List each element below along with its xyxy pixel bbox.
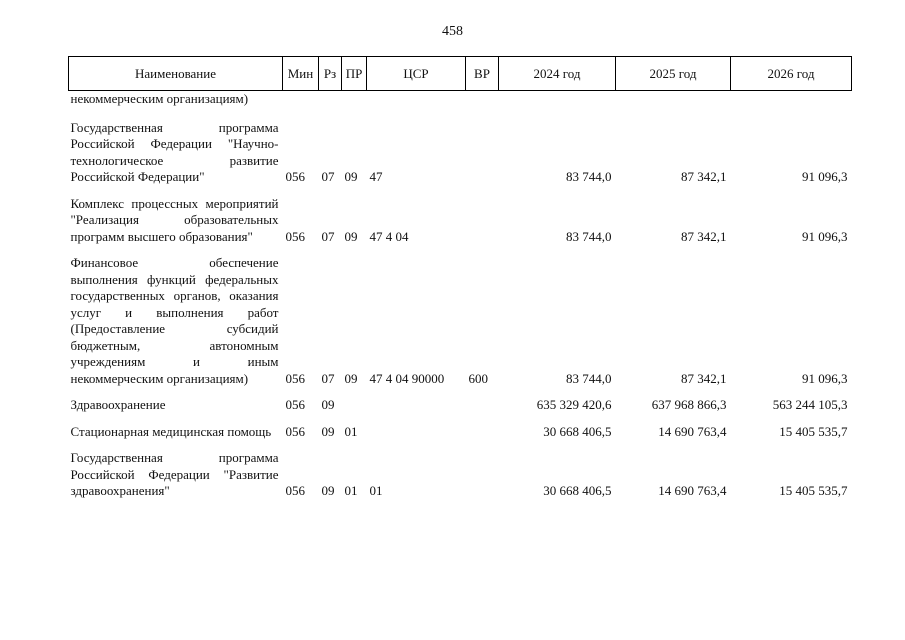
row-2024: 30 668 406,5 <box>543 423 612 439</box>
row-csr <box>367 91 466 114</box>
header-min: Мин <box>283 57 319 91</box>
page-number: 458 <box>442 24 463 39</box>
row-rz: 09 <box>321 397 335 412</box>
row-rz: 07 <box>321 370 335 386</box>
row-name: Финансовое обеспечение выполнения функций федеральных государственных органов, оказания услуг и выполнения работ (Предоставление субсидий бюджетным, автономным учреждениям и иным некоммерческим организациям) <box>70 255 279 386</box>
row-rz <box>319 91 342 114</box>
row-2024: 83 744,0 <box>566 169 612 184</box>
row-name: Здравоохранение <box>70 397 166 412</box>
row-name: некоммерческим организациям) <box>70 91 249 106</box>
row-vr <box>466 450 499 502</box>
row-pr <box>342 91 367 114</box>
header-rz: Рз <box>319 57 342 91</box>
row-vr <box>466 114 499 188</box>
row-min: 056 <box>285 169 305 184</box>
row-pr: 09 <box>344 370 358 386</box>
row-rz: 07 <box>321 169 335 184</box>
row-csr <box>367 424 466 443</box>
row-name: Комплекс процессных мероприятий "Реализация образовательных программ высшего образования" <box>70 195 279 244</box>
row-rz: 09 <box>321 483 335 498</box>
header-vr: ВР <box>466 57 499 91</box>
row-pr: 09 <box>344 169 358 184</box>
row-2024 <box>499 91 616 114</box>
header-2024: 2024 год <box>499 57 616 91</box>
row-name: Стационарная медицинская помощь <box>70 423 272 439</box>
row-min: 056 <box>285 423 305 439</box>
row-csr <box>367 397 466 416</box>
row-csr: 47 4 04 90000 <box>369 370 445 386</box>
table-row <box>69 397 852 416</box>
row-name: Государственная программа Российской Федерации "Развитие здравоохранения" <box>70 450 279 498</box>
row-2024: 83 744,0 <box>566 228 612 244</box>
table-row <box>69 114 852 188</box>
header-2025: 2025 год <box>616 57 731 91</box>
row-name: Государственная программа Российской Федерации "Научно-технологическое развитие Российской Федерации" <box>70 119 279 184</box>
row-rz: 07 <box>321 228 335 244</box>
row-2025: 14 690 763,4 <box>658 483 727 498</box>
row-vr <box>466 424 499 443</box>
table-header-row <box>69 57 852 91</box>
row-2026: 91 096,3 <box>802 370 848 386</box>
row-csr: 01 <box>369 483 383 498</box>
row-min: 056 <box>285 483 305 498</box>
header-csr: ЦСР <box>367 57 466 91</box>
row-csr: 47 <box>369 169 383 184</box>
row-2025: 87 342,1 <box>681 370 727 386</box>
row-pr <box>342 397 367 416</box>
table-row <box>69 450 852 502</box>
row-2025: 637 968 866,3 <box>651 397 727 412</box>
table-row <box>69 424 852 443</box>
table-row <box>69 196 852 248</box>
table-row <box>69 91 852 114</box>
row-vr <box>466 397 499 416</box>
row-2026: 91 096,3 <box>802 169 848 184</box>
header-pr: ПР <box>342 57 367 91</box>
row-rz: 09 <box>321 423 335 439</box>
header-name: Наименование <box>69 57 283 91</box>
row-min: 056 <box>285 370 305 386</box>
row-csr: 47 4 04 <box>369 228 409 244</box>
row-pr: 09 <box>344 228 358 244</box>
row-2024: 30 668 406,5 <box>543 483 612 498</box>
row-min: 056 <box>285 397 305 412</box>
row-min <box>283 91 319 114</box>
row-vr <box>466 91 499 114</box>
row-2026: 563 244 105,3 <box>772 397 848 412</box>
row-vr: 600 <box>468 370 488 386</box>
row-2024: 83 744,0 <box>566 370 612 386</box>
row-2026: 15 405 535,7 <box>779 423 848 439</box>
row-2026 <box>731 91 852 114</box>
table-row <box>69 255 852 389</box>
row-2025 <box>616 91 731 114</box>
header-2026: 2026 год <box>731 57 852 91</box>
row-2026: 15 405 535,7 <box>779 483 848 498</box>
row-min: 056 <box>285 228 305 244</box>
row-pr: 01 <box>344 483 358 498</box>
row-2025: 87 342,1 <box>681 228 727 244</box>
row-pr: 01 <box>344 423 358 439</box>
budget-table <box>68 56 852 502</box>
row-vr <box>466 196 499 248</box>
row-2024: 635 329 420,6 <box>536 397 612 412</box>
row-2025: 87 342,1 <box>681 169 727 184</box>
row-2025: 14 690 763,4 <box>658 423 727 439</box>
row-2026: 91 096,3 <box>802 228 848 244</box>
